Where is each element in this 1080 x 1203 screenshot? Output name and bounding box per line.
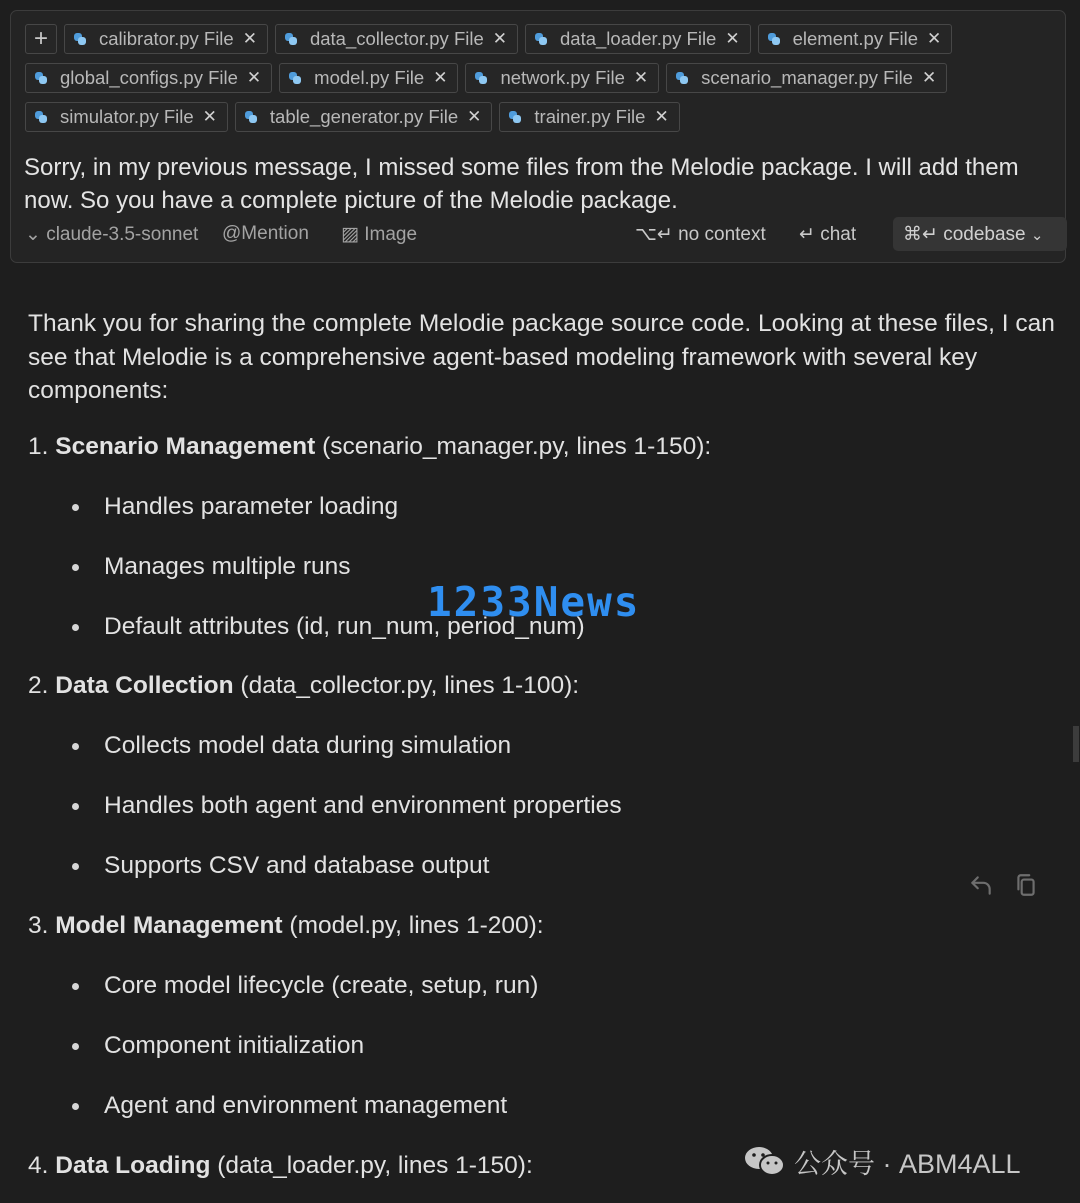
option-enter-icon: ⌥↵: [635, 224, 673, 245]
file-chip-name: calibrator.py: [99, 28, 199, 49]
python-file-icon: [74, 33, 86, 45]
python-file-icon: [535, 33, 547, 45]
at-icon: @: [222, 223, 242, 244]
response-intro: Thank you for sharing the complete Melodie package source code. Looking at these files, I can see that Melodie is a comprehensive agent-based modeling framework with several key components:: [28, 310, 1055, 404]
file-chip-kind: File: [203, 28, 234, 49]
chevron-down-icon: ⌄: [25, 224, 41, 245]
scrollbar-thumb[interactable]: [1073, 726, 1079, 762]
composer-toolbar: [25, 217, 1055, 251]
file-chip-name: data_collector.py: [309, 28, 449, 49]
python-file-icon: [289, 72, 301, 84]
file-chip-name: scenario_manager.py: [701, 67, 879, 88]
close-icon[interactable]: ✕: [433, 68, 448, 87]
mention-button[interactable]: @Mention: [222, 223, 309, 244]
section-heading: 2. Data Collection (data_collector.py, lines 1-100):: [28, 672, 580, 699]
python-file-icon: [35, 111, 47, 123]
list-item: Component initialization: [104, 1032, 365, 1059]
file-chip-kind: File: [686, 28, 717, 49]
close-icon[interactable]: ✕: [725, 29, 740, 48]
image-icon: ▨: [341, 224, 359, 245]
python-file-icon: [245, 111, 257, 123]
file-chip-kind: File: [615, 106, 646, 127]
file-chip[interactable]: [235, 102, 492, 132]
file-chip-name: trainer.py: [534, 106, 611, 127]
context-file-chips: [25, 24, 1055, 132]
list-item: Handles both agent and environment properties: [104, 792, 622, 819]
close-icon[interactable]: ✕: [242, 29, 257, 48]
command-enter-icon: ⌘↵: [903, 224, 938, 245]
close-icon[interactable]: ✕: [654, 107, 669, 126]
file-chip[interactable]: [25, 63, 272, 93]
chevron-down-icon: ⌄: [1030, 227, 1044, 244]
add-context-button[interactable]: +: [25, 24, 57, 54]
close-icon[interactable]: ✕: [202, 107, 217, 126]
file-chip-name: network.py: [500, 67, 590, 88]
list-item: Collects model data during simulation: [104, 732, 512, 759]
file-chip-name: model.py: [314, 67, 390, 88]
list-item: Default attributes (id, run_num, period_num): [104, 613, 585, 640]
python-file-icon: [509, 111, 521, 123]
section-heading: 1. Scenario Management (scenario_manager.py, lines 1-150):: [28, 433, 712, 460]
file-chip[interactable]: [25, 102, 228, 132]
no-context-button[interactable]: ⌥↵ no context: [635, 224, 766, 245]
file-chip-kind: File: [428, 106, 459, 127]
python-file-icon: [475, 72, 487, 84]
file-chip-name: table_generator.py: [269, 106, 424, 127]
enter-icon: ↵: [799, 224, 815, 245]
close-icon[interactable]: ✕: [927, 29, 942, 48]
list-item: Agent and environment management: [104, 1092, 508, 1119]
image-button[interactable]: ▨ Image: [341, 224, 418, 245]
close-icon[interactable]: ✕: [246, 68, 262, 87]
file-chip[interactable]: [758, 24, 953, 54]
file-chip[interactable]: [64, 24, 268, 54]
codebase-button[interactable]: ⌘↵ codebase ⌄: [893, 217, 1067, 251]
file-chip-kind: File: [394, 67, 425, 88]
model-selector[interactable]: ⌄ claude-3.5-sonnet: [25, 224, 199, 245]
section-heading: 4. Data Loading (data_loader.py, lines 1-150):: [28, 1152, 533, 1179]
file-chip-kind: File: [453, 28, 484, 49]
wechat-icon: [744, 1144, 786, 1178]
file-chip-name: element.py: [792, 28, 884, 49]
list-item: Handles parameter loading: [104, 493, 399, 520]
list-item: Supports CSV and database output: [104, 852, 490, 879]
file-chip[interactable]: [275, 24, 518, 54]
close-icon[interactable]: ✕: [921, 68, 937, 87]
chat-composer: [10, 10, 1066, 263]
python-file-icon: [35, 72, 47, 84]
undo-icon[interactable]: [968, 872, 994, 898]
python-file-icon: [285, 33, 297, 45]
file-chip-kind: File: [888, 28, 919, 49]
file-chip[interactable]: [279, 63, 458, 93]
file-chip-kind: File: [208, 67, 238, 88]
file-chip-kind: File: [163, 106, 194, 127]
file-chip[interactable]: [499, 102, 679, 132]
list-item: Core model lifecycle (create, setup, run): [104, 972, 539, 999]
file-chip-name: data_loader.py: [560, 28, 682, 49]
file-chip-kind: File: [883, 67, 913, 88]
watermark: 1233News: [427, 578, 641, 626]
file-chip-kind: File: [595, 67, 625, 88]
file-chip-name: global_configs.py: [60, 67, 203, 88]
list-item: Manages multiple runs: [104, 553, 351, 580]
close-icon[interactable]: ✕: [492, 29, 507, 48]
section-heading: 3. Model Management (model.py, lines 1-200):: [28, 912, 544, 939]
file-chip[interactable]: [465, 63, 659, 93]
python-file-icon: [768, 33, 780, 45]
message-input[interactable]: Sorry, in my previous message, I missed some files from the Melodie package. I will add them now. So you have a complete picture of the Melodie package.: [24, 154, 1019, 214]
file-chip[interactable]: [525, 24, 751, 54]
footer-brand: 公众号 · ABM4ALL: [744, 1144, 1021, 1178]
chat-button[interactable]: ↵ chat: [799, 224, 857, 245]
file-chip[interactable]: [666, 63, 947, 93]
close-icon[interactable]: ✕: [467, 107, 482, 126]
file-chip-name: simulator.py: [60, 106, 159, 127]
python-file-icon: [676, 72, 688, 84]
close-icon[interactable]: ✕: [633, 68, 649, 87]
copy-icon[interactable]: [1013, 872, 1039, 898]
